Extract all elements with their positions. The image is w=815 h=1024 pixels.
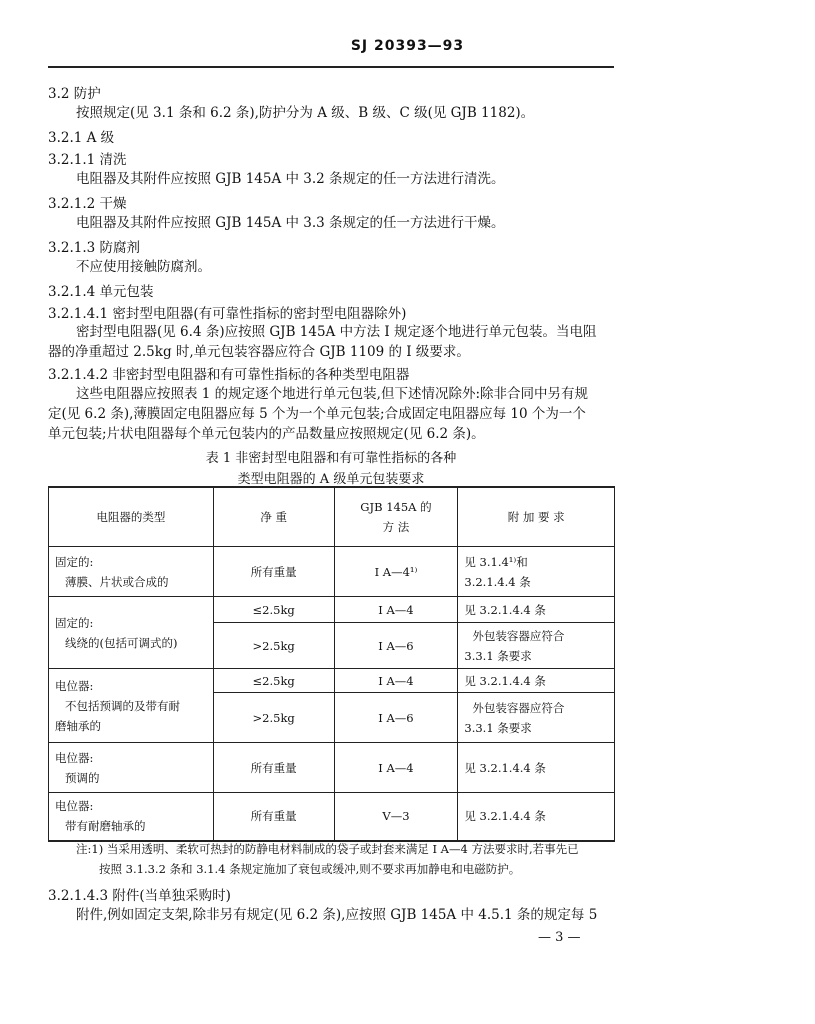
section-3-2-1-2-title: 3.2.1.2 干燥 [48, 196, 127, 212]
section-3-2-1-3-title: 3.2.1.3 防腐剂 [48, 240, 141, 256]
section-3-2-1-4-2-body-line3: 单元包装;片状电阻器每个单元包装内的产品数量应按照规定(见 6.2 条)。 [48, 426, 485, 442]
extra-line2: 3.3.1 条要求 [464, 648, 532, 663]
extra-line2: 3.3.1 条要求 [464, 720, 532, 735]
weight-cell: >2.5kg [213, 623, 334, 669]
header-method-line2: 方 法 [382, 520, 410, 534]
section-3-2-1-1-title: 3.2.1.1 清洗 [48, 152, 127, 168]
method-cell: I A—6 [334, 693, 458, 743]
page-number: — 3 — [538, 930, 581, 945]
type-sublabel: 预调的 [65, 770, 100, 785]
extra-line2: 3.2.1.4.4 条 [464, 574, 531, 589]
type-label: 电位器: [55, 799, 94, 814]
document-number-header: SJ 20393—93 [350, 38, 465, 54]
table-header-row [49, 487, 615, 547]
type-label: 固定的: [55, 615, 94, 630]
section-3-2-1-4-2-body-line2: 定(见 6.2 条),薄膜固定电阻器应每 5 个为一个单元包装;合成固定电阻器应每 10 个为一个 [48, 406, 586, 422]
type-cell [49, 597, 214, 669]
header-rule [48, 66, 614, 68]
table-row [49, 793, 615, 841]
header-method-line1: GJB 145A 的 [360, 500, 432, 514]
type-sublabel: 不包括预调的及带有耐 [65, 698, 180, 713]
extra-line1: 见 3.1.4¹⁾和 [464, 554, 528, 569]
section-3-2-1-4-title: 3.2.1.4 单元包装 [48, 284, 154, 300]
table-row [49, 597, 615, 623]
extra-cell [458, 547, 615, 597]
table-note-line1: 注:1) 当采用透明、柔软可热封的防静电材料制成的袋子或封套来满足 I A—4 方法要求时,若事先已 [76, 842, 579, 856]
table-row [49, 669, 615, 693]
extra-cell: 见 3.2.1.4.4 条 [458, 793, 615, 841]
extra-line1: 外包装容器应符合 [472, 628, 565, 643]
section-3-2-body: 按照规定(见 3.1 条和 6.2 条),防护分为 A 级、B 级、C 级(见 GJB 1182)。 [76, 105, 535, 121]
header-resistor-type: 电阻器的类型 [49, 487, 214, 547]
table-caption-line2: 类型电阻器的 A 级单元包装要求 [237, 472, 425, 487]
type-cell [49, 743, 214, 793]
method-cell: I A—6 [334, 623, 458, 669]
method-cell: I A—4 [334, 743, 458, 793]
extra-cell [458, 623, 615, 669]
method-cell: I A—4 [334, 669, 458, 693]
type-sublabel-cont: 磨轴承的 [55, 718, 101, 733]
type-cell [49, 547, 214, 597]
section-3-2-title: 3.2 防护 [48, 86, 101, 102]
section-3-2-1-4-2-body-line1: 这些电阻器应按照表 1 的规定逐个地进行单元包装,但下述情况除外:除非合同中另有规 [76, 386, 589, 402]
type-label: 电位器: [55, 678, 94, 693]
section-3-2-1-4-1-title: 3.2.1.4.1 密封型电阻器(有可靠性指标的密封型电阻器除外) [48, 306, 407, 322]
section-3-2-1-1-body: 电阻器及其附件应按照 GJB 145A 中 3.2 条规定的任一方法进行清洗。 [76, 171, 505, 187]
extra-cell: 见 3.2.1.4.4 条 [458, 597, 615, 623]
type-label: 固定的: [55, 554, 94, 569]
table-row [49, 743, 615, 793]
weight-cell: 所有重量 [213, 743, 334, 793]
header-method [334, 487, 458, 547]
section-3-2-1-4-1-body-line1: 密封型电阻器(见 6.4 条)应按照 GJB 145A 中方法 I 规定逐个地进行单元包装。当电阻 [76, 324, 597, 340]
section-3-2-1-2-body: 电阻器及其附件应按照 GJB 145A 中 3.3 条规定的任一方法进行干燥。 [76, 215, 505, 231]
weight-cell: 所有重量 [213, 793, 334, 841]
type-sublabel: 带有耐磨轴承的 [65, 819, 146, 834]
extra-cell: 见 3.2.1.4.4 条 [458, 669, 615, 693]
weight-cell: 所有重量 [213, 547, 334, 597]
table-caption-line1: 表 1 非密封型电阻器和有可靠性指标的各种 [205, 451, 457, 466]
extra-cell: 见 3.2.1.4.4 条 [458, 743, 615, 793]
header-net-weight: 净 重 [213, 487, 334, 547]
section-3-2-1-3-body: 不应使用接触防腐剂。 [76, 259, 211, 275]
type-cell [49, 793, 214, 841]
weight-cell: ≤2.5kg [213, 597, 334, 623]
type-sublabel: 线绕的(包括可调式的) [65, 635, 178, 650]
table-row [49, 547, 615, 597]
section-3-2-1-4-1-body-line2: 器的净重超过 2.5kg 时,单元包装容器应符合 GJB 1109 的 I 级要求。 [48, 344, 470, 360]
packaging-requirements-table [48, 486, 615, 842]
section-3-2-1-4-2-title: 3.2.1.4.2 非密封型电阻器和有可靠性指标的各种类型电阻器 [48, 367, 410, 383]
extra-line1: 外包装容器应符合 [472, 700, 565, 715]
section-3-2-1-4-3-body: 附件,例如固定支架,除非另有规定(见 6.2 条),应按照 GJB 145A 中 4.5.1 条的规定每 5 [76, 907, 598, 923]
type-sublabel: 薄膜、片状或合成的 [65, 574, 169, 589]
method-cell: I A—4 [334, 597, 458, 623]
method-cell: V—3 [334, 793, 458, 841]
type-cell [49, 669, 214, 743]
weight-cell: >2.5kg [213, 693, 334, 743]
header-extra-requirements: 附 加 要 求 [458, 487, 615, 547]
section-3-2-1-title: 3.2.1 A 级 [48, 130, 115, 146]
table-note-line2: 按照 3.1.3.2 条和 3.1.4 条规定施加了衰包或缓冲,则不要求再加静电和电磁防护。 [99, 862, 521, 876]
weight-cell: ≤2.5kg [213, 669, 334, 693]
method-cell: I A—4¹⁾ [334, 547, 458, 597]
section-3-2-1-4-3-title: 3.2.1.4.3 附件(当单独采购时) [48, 888, 231, 904]
extra-cell [458, 693, 615, 743]
type-label: 电位器: [55, 750, 94, 765]
